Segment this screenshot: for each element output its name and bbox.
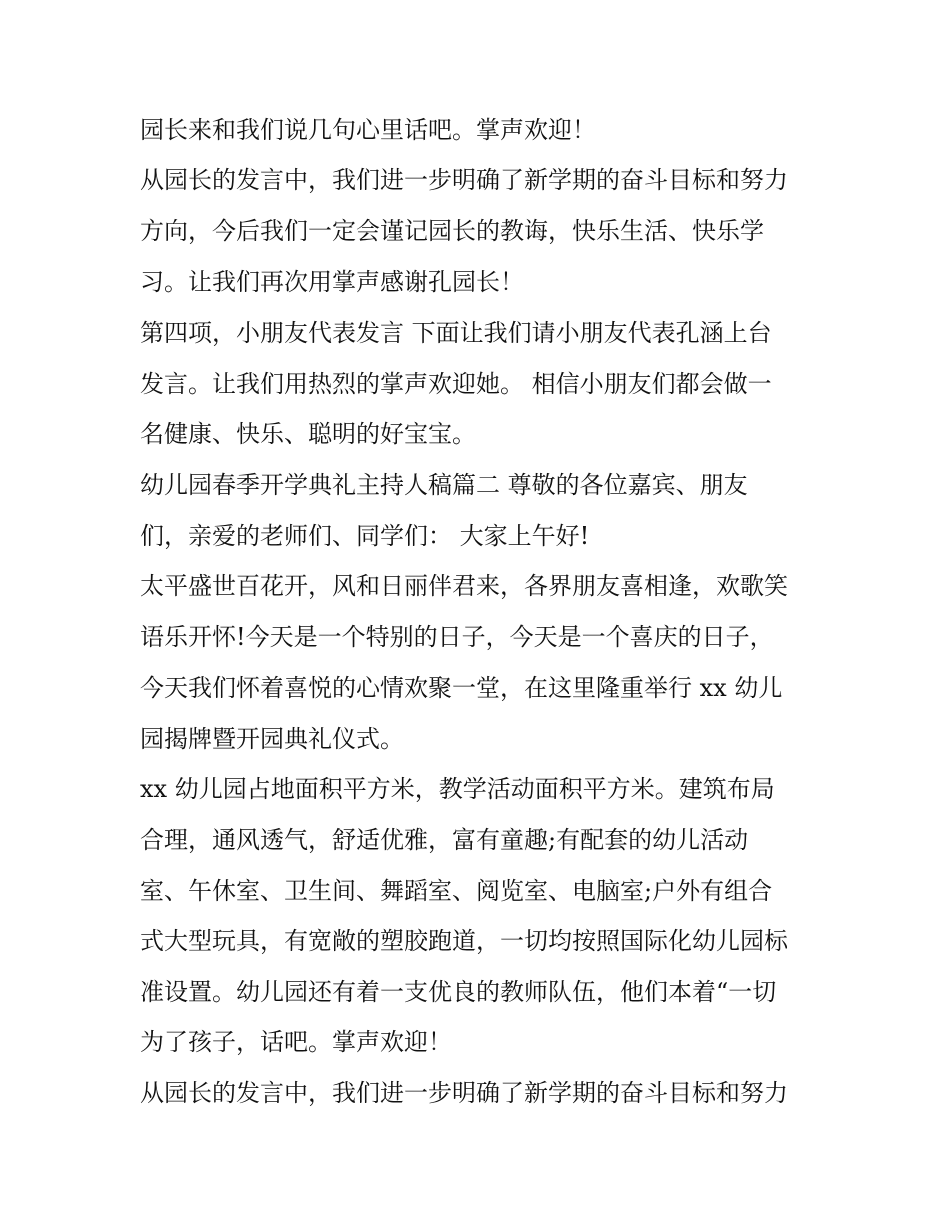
text-line: 从园长的发言中，我们进一步明确了新学期的奋斗目标和努力 <box>140 1079 788 1107</box>
text-line: 合理，通风透气，舒适优雅，富有童趣;有配套的幼儿活动 <box>140 826 749 854</box>
text-line: 第四项，小朋友代表发言 下面让我们请小朋友代表孔涵上台 <box>140 319 772 347</box>
text-line: 幼儿园春季开学典礼主持人稿篇二 尊敬的各位嘉宾、朋友 <box>140 471 748 499</box>
text-line: 发言。让我们用热烈的掌声欢迎她。 相信小朋友们都会做一 <box>140 370 772 398</box>
text-line: 从园长的发言中，我们进一步明确了新学期的奋斗目标和努力 <box>140 166 788 194</box>
text-line: 语乐开怀!今天是一个特别的日子，今天是一个喜庆的日子， <box>140 623 774 651</box>
text-line: 准设置。幼儿园还有着一支优良的教师队伍，他们本着“一切 <box>140 978 777 1006</box>
text-line: 名健康、快乐、聪明的好宝宝。 <box>140 420 476 448</box>
text-line: 太平盛世百花开，风和日丽伴君来，各界朋友喜相逢，欢歌笑 <box>140 572 788 600</box>
text-line: 园长来和我们说几句心里话吧。掌声欢迎！ <box>140 116 596 144</box>
text-line: 室、午休室、卫生间、舞蹈室、阅览室、电脑室;户外有组合 <box>140 877 773 905</box>
text-line: xx 幼儿园占地面积平方米，教学活动面积平方米。建筑布局 <box>140 775 775 803</box>
text-line: 为了孩子，话吧。掌声欢迎！ <box>140 1028 452 1056</box>
text-line: 式大型玩具，有宽敞的塑胶跑道，一切均按照国际化幼儿园标 <box>140 927 788 955</box>
text-line: 习。让我们再次用掌声感谢孔园长！ <box>140 268 524 296</box>
text-line: 们，亲爱的老师们、同学们： 大家上午好! <box>140 522 590 550</box>
text-line: 方向，今后我们一定会谨记园长的教诲，快乐生活、快乐学 <box>140 217 764 245</box>
text-line: 今天我们怀着喜悦的心情欢聚一堂，在这里隆重举行 xx 幼儿 <box>140 674 783 702</box>
text-line: 园揭牌暨开园典礼仪式。 <box>140 725 404 753</box>
